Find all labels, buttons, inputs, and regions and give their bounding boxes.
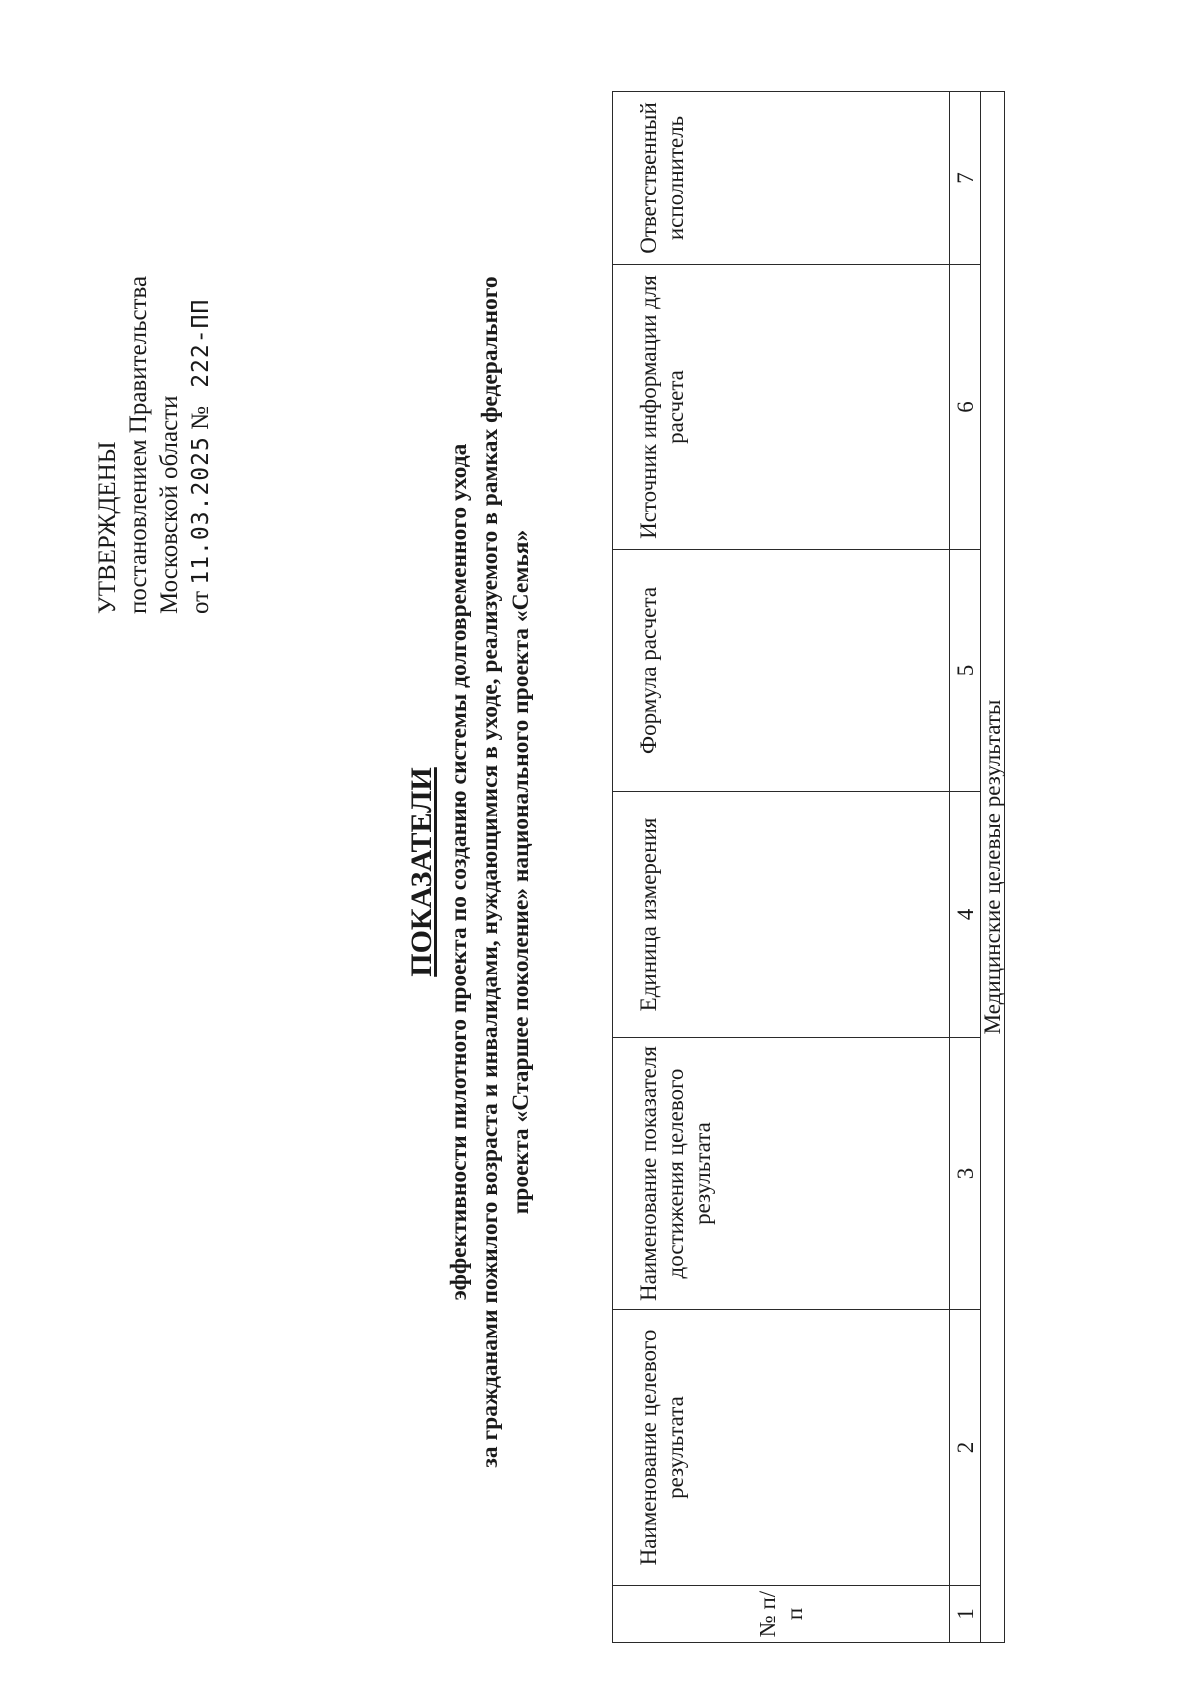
approval-date-prefix: от xyxy=(187,590,214,614)
approval-number: 222-ПП xyxy=(188,298,214,388)
section-row xyxy=(981,92,1005,1643)
column-number-cell: 2 xyxy=(950,1310,981,1586)
header-cell-result-name: Наименование целевого результата xyxy=(613,1310,950,1586)
column-numbers-row xyxy=(950,92,981,1643)
header-cell-number: № п/п xyxy=(613,1586,950,1643)
approval-number-sign: № xyxy=(187,406,214,430)
document-heading xyxy=(404,247,537,1497)
approval-stamp xyxy=(92,276,217,614)
header-cell-indicator-name: Наименование показателя достижения целевого результата xyxy=(613,1038,950,1310)
column-number-cell: 6 xyxy=(950,265,981,550)
document-subtitle-line-1: эффективности пилотного проекта по созданию системы долговременного ухода xyxy=(446,443,472,1301)
column-number-cell: 7 xyxy=(950,92,981,265)
approval-date: 11.03.2025 xyxy=(188,436,214,585)
column-number-cell: 5 xyxy=(950,550,981,792)
header-cell-responsible: Ответственный исполнитель xyxy=(613,92,950,265)
document-subtitle-line-2: за гражданами пожилого возраста и инвалидами, нуждающимися в уходе, реализуемого в рамках федерального xyxy=(477,276,503,1468)
indicators-table xyxy=(612,91,1005,1643)
document-subtitle-line-3: проекта «Старшее поколение» национального проекта «Семья» xyxy=(508,529,534,1215)
table-header-row xyxy=(613,92,950,1643)
column-number-cell: 3 xyxy=(950,1038,981,1310)
approval-title: УТВЕРЖДЕНЫ xyxy=(94,441,121,614)
header-cell-source: Источник информации для расчета xyxy=(613,265,950,550)
document-title: ПОКАЗАТЕЛИ xyxy=(405,767,438,977)
approval-date-line xyxy=(185,276,217,614)
approval-authority: постановлением Правительства xyxy=(125,275,152,614)
section-label: Медицинские целевые результаты xyxy=(981,92,1005,1643)
header-cell-formula: Формула расчета xyxy=(613,550,950,792)
approval-region: Московской области xyxy=(156,395,183,614)
column-number-cell: 4 xyxy=(950,792,981,1038)
column-number-cell: 1 xyxy=(950,1586,981,1643)
header-cell-unit: Единица измерения xyxy=(613,792,950,1038)
